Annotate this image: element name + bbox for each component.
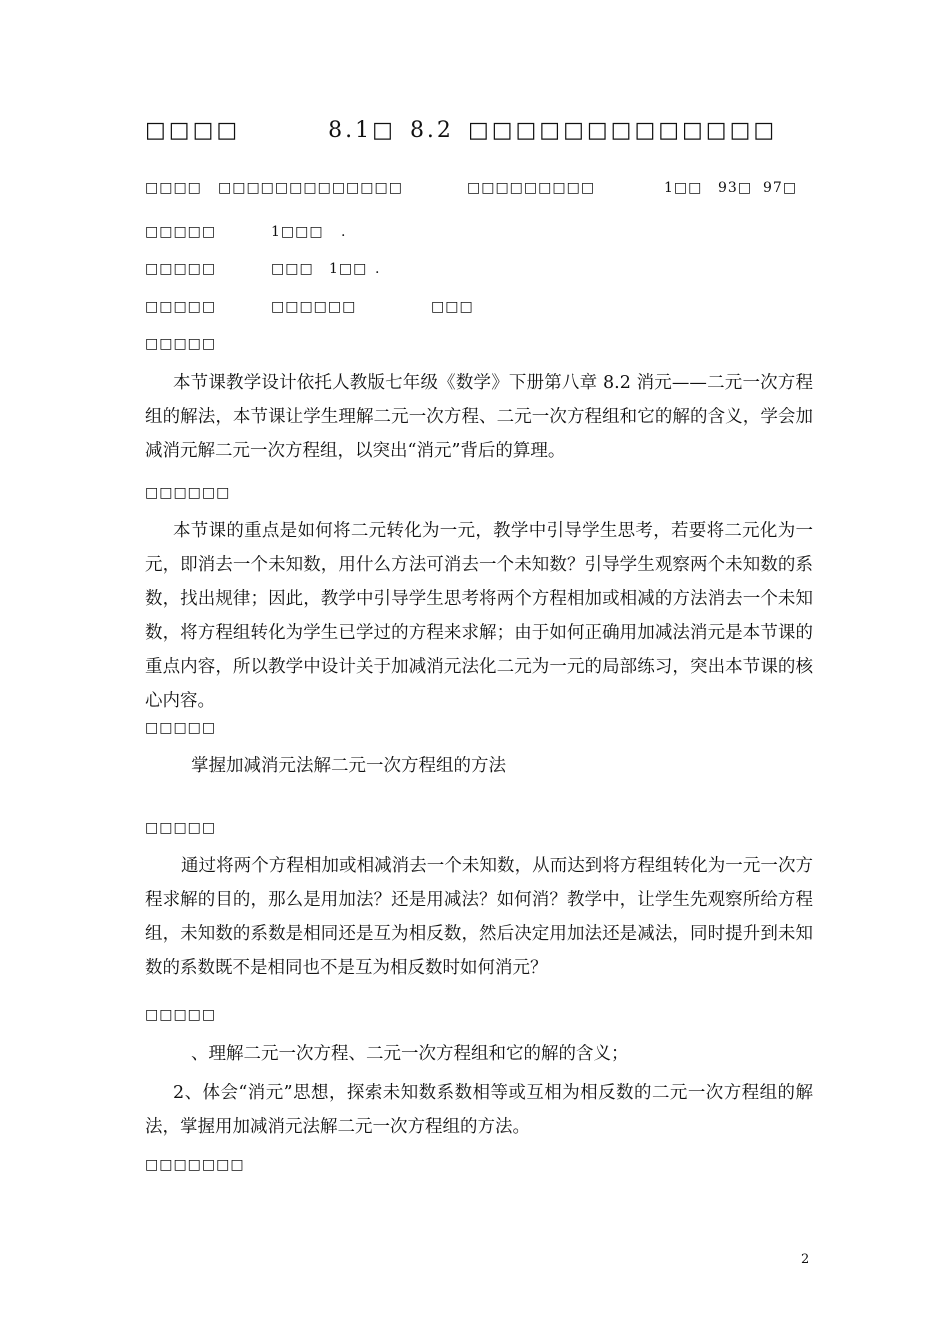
meta-value-1: □□□□□□□□□□□□□: [218, 180, 403, 196]
meta-number-1: 1□□: [664, 180, 703, 196]
section-text-1: 本节课教学设计依托人教版七年级《数学》下册第八章 8.2 消元——二元一次方程组的解法，本节课让学生理解二元一次方程、二元一次方程组和它的解的含义，学会加减消元解二元一次方程组，以突出“消元”背后的算理。: [145, 373, 813, 461]
section-heading-5: □□□□□: [145, 1007, 217, 1023]
meta-label-1: □□□□: [145, 180, 202, 196]
section-text-4: 通过将两个方程相加或相减消去一个未知数，从而达到将方程组转化为一元一次方程求解的目的，那么是用加法？还是用减法？如何消？教学中，让学生先观察所给方程组，未知数的系数是相同还是互为相反数，然后决定用加法还是减法，同时提升到未知数的系数既不是相同也不是互为相反数时如何消元？: [145, 856, 813, 978]
meta-label-3: □□□□□: [145, 261, 217, 277]
section-text-3: 掌握加减消元法解二元一次方程组的方法: [191, 756, 506, 776]
section-text-2: 本节课的重点是如何将二元转化为一元，教学中引导学生思考，若要将二元化为一元，即消去一个未知数，用什么方法可消去一个未知数？引导学生观察两个未知数的系数，找出规律；因此，教学中引导学生思考将两个方程相加或相减的方法消去一个未知数，将方程组转化为学生已学过的方程来求解；由于如何正确用加减法消元是本节课的重点内容，所以教学中设计关于加减消元法化二元为一元的局部练习，突出本节课的核心内容。: [145, 521, 813, 711]
section-heading-2: □□□□□□: [145, 485, 231, 501]
title-section-2: 8.2: [409, 118, 454, 143]
meta-number-3: 97□: [763, 180, 798, 196]
meta-label-2: □□□□□: [145, 224, 217, 240]
document-title: [145, 118, 777, 143]
section-heading-6: □□□□□□□: [145, 1157, 245, 1173]
page-number: 2: [801, 1252, 810, 1267]
meta-label-4: □□□□□: [145, 299, 217, 315]
meta-value-3: □□□: [271, 261, 314, 277]
meta-value-2: 1□□□: [271, 224, 324, 240]
meta-value-4: □□□□□□: [271, 299, 357, 315]
title-rest: □□□□□□□□□□□□□: [467, 118, 778, 143]
section-heading-1: □□□□□: [145, 336, 217, 352]
meta-dot-3: .: [375, 261, 381, 277]
section-heading-3: □□□□□: [145, 720, 217, 736]
title-prefix: □□□□: [145, 118, 241, 143]
meta-label-1b: □□□□□□□□□: [467, 180, 596, 196]
meta-value-3b: 1□□: [329, 261, 368, 277]
objective-item-1: 、理解二元一次方程、二元一次方程组和它的解的含义；: [191, 1044, 629, 1064]
meta-number-2: 93□: [718, 180, 753, 196]
meta-dot-2: .: [341, 224, 347, 240]
meta-value-4b: □□□: [431, 299, 474, 315]
objective-item-2: 2、体会“消元”思想，探索未知数系数相等或互相为相反数的二元一次方程组的解法，掌握用加减消元法解二元一次方程组的方法。: [145, 1083, 813, 1137]
title-section-1: 8.1□: [328, 118, 396, 143]
section-heading-4: □□□□□: [145, 820, 217, 836]
